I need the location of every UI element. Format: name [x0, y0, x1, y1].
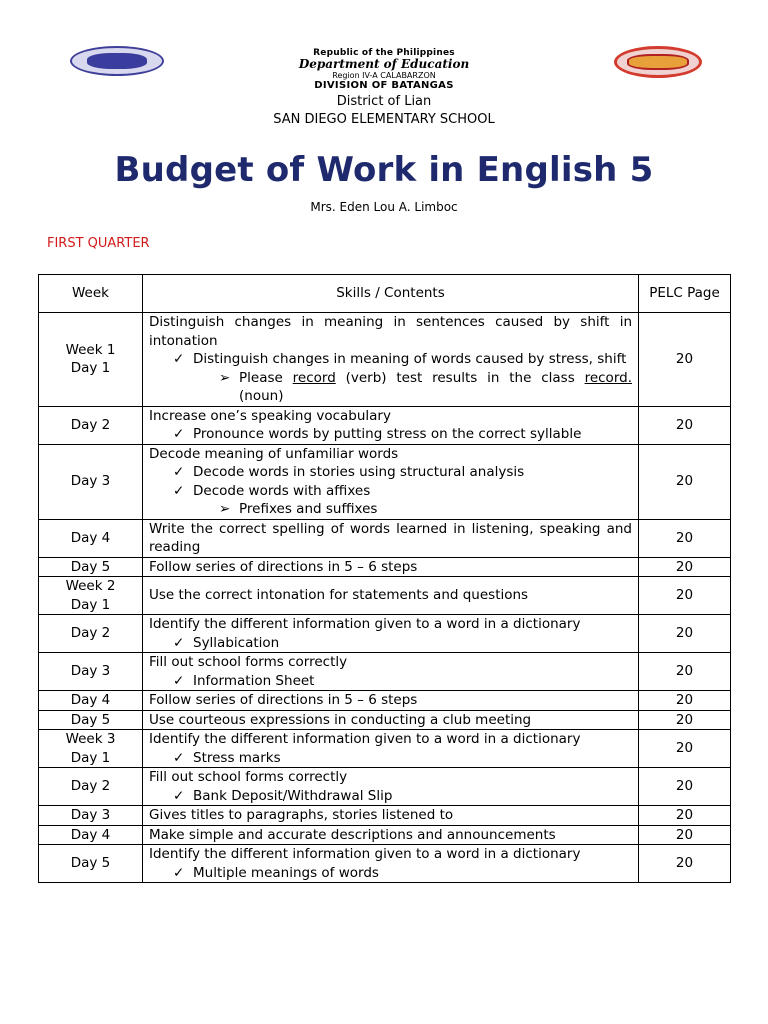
- table-row: [39, 730, 731, 768]
- skill-text: Identify the different information given to a word in a dictionary: [149, 846, 581, 862]
- checkmark-icon: ✓: [173, 482, 185, 499]
- skill-cell: [143, 825, 639, 845]
- sub-skill-item: [149, 634, 632, 653]
- sub-skill-text: Decode words in stories using structural analysis: [193, 464, 525, 480]
- pelc-column-header: PELC Page: [639, 275, 731, 313]
- skill-cell: [143, 577, 639, 615]
- week-column-header: Week: [39, 275, 143, 313]
- week-day-cell: [39, 768, 143, 806]
- pelc-page-cell: 20: [639, 710, 731, 730]
- skill-cell: [143, 710, 639, 730]
- skill-cell: [143, 730, 639, 768]
- school-name: SAN DIEGO ELEMENTARY SCHOOL: [273, 112, 495, 127]
- week-day-cell: [39, 806, 143, 826]
- day-label: Day 4: [70, 692, 111, 708]
- sub-sub-skill-item: [149, 369, 632, 406]
- sub-skill-text: Information Sheet: [193, 672, 315, 689]
- skill-cell: [143, 444, 639, 519]
- week-day-cell: [39, 691, 143, 711]
- skill-text: Fill out school forms correctly: [149, 654, 348, 670]
- table-row: [39, 710, 731, 730]
- skill-cell: [143, 653, 639, 691]
- day-label: Day 5: [70, 558, 111, 575]
- skill-text: Gives titles to paragraphs, stories listened to: [149, 807, 454, 823]
- table-row: [39, 845, 731, 883]
- skill-text: Use the correct intonation for statements and questions: [149, 587, 529, 604]
- pelc-page-cell: 20: [639, 806, 731, 826]
- pelc-page-cell: 20: [639, 406, 731, 444]
- sub-skill-item: [149, 787, 632, 806]
- sub-skill-item: [149, 463, 632, 482]
- skill-cell: [143, 691, 639, 711]
- checkmark-icon: ✓: [173, 864, 185, 881]
- skill-cell: [143, 615, 639, 653]
- pelc-page-cell: 20: [639, 444, 731, 519]
- table-row: [39, 444, 731, 519]
- checkmark-icon: ✓: [173, 634, 185, 651]
- week-day-cell: [39, 557, 143, 577]
- skills-column-header: Skills / Contents: [143, 275, 639, 313]
- skill-text: Follow series of directions in 5 – 6 steps: [149, 558, 418, 575]
- underlined-word: record: [292, 369, 336, 386]
- sub-skill-item: [149, 350, 632, 369]
- day-label: Day 5: [70, 855, 111, 872]
- sentence-part: Please: [239, 369, 293, 386]
- day-label: Day 2: [70, 416, 111, 433]
- week-day-cell: [39, 730, 143, 768]
- skill-cell: [143, 519, 639, 557]
- quarter-label: FIRST QUARTER: [47, 236, 150, 251]
- skill-text: Identify the different information given to a word in a dictionary: [149, 731, 581, 747]
- week-label: Week 2: [65, 578, 116, 594]
- sub-skill-text: Syllabication: [193, 634, 280, 651]
- skill-text: Follow series of directions in 5 – 6 steps: [149, 692, 418, 708]
- week-day-cell: [39, 615, 143, 653]
- skill-cell: [143, 845, 639, 883]
- day-label: Day 1: [70, 749, 111, 766]
- arrow-bullet-icon: ➢: [219, 369, 231, 386]
- checkmark-icon: ✓: [173, 749, 185, 766]
- sentence-part: (noun): [239, 388, 284, 404]
- sub-skill-text: Multiple meanings of words: [193, 864, 379, 881]
- sub-sub-skill-item: [149, 500, 632, 519]
- sub-skill-text: Distinguish changes in meaning of words caused by stress, shift: [193, 351, 627, 367]
- checkmark-icon: ✓: [173, 787, 185, 804]
- skill-text: Decode meaning of unfamiliar words: [149, 445, 399, 462]
- checkmark-icon: ✓: [173, 672, 185, 689]
- sub-skill-text: Stress marks: [193, 749, 281, 766]
- pelc-page-cell: 20: [639, 730, 731, 768]
- pelc-page-cell: 20: [639, 557, 731, 577]
- skill-text: Increase one’s speaking vocabulary: [149, 407, 391, 424]
- skill-text: Make simple and accurate descriptions and announcements: [149, 826, 556, 843]
- pelc-page-cell: 20: [639, 519, 731, 557]
- pelc-page-cell: 20: [639, 768, 731, 806]
- checkmark-icon: ✓: [173, 426, 185, 442]
- skill-text: Identify the different information given to a word in a dictionary: [149, 616, 581, 632]
- day-label: Day 3: [70, 807, 111, 823]
- table-row: [39, 691, 731, 711]
- sub-skill-text: Bank Deposit/Withdrawal Slip: [193, 787, 393, 804]
- pelc-page-cell: 20: [639, 825, 731, 845]
- department-text: Department of Education: [298, 57, 470, 71]
- division-text: DIVISION OF BATANGAS: [314, 80, 454, 91]
- week-day-cell: [39, 825, 143, 845]
- table-row: [39, 519, 731, 557]
- sub-skill-item: [149, 749, 632, 768]
- week-day-cell: [39, 313, 143, 407]
- sub-skill-item: [149, 482, 632, 501]
- skill-cell: [143, 406, 639, 444]
- pelc-page-cell: 20: [639, 653, 731, 691]
- week-day-cell: [39, 444, 143, 519]
- document-title: Budget of Work in English 5: [114, 150, 654, 190]
- pelc-page-cell: 20: [639, 615, 731, 653]
- pelc-page-cell: 20: [639, 577, 731, 615]
- day-label: Day 3: [70, 663, 111, 680]
- skill-cell: [143, 313, 639, 407]
- pelc-page-cell: 20: [639, 313, 731, 407]
- table-row: [39, 825, 731, 845]
- sub-skill-text: Decode words with affixes: [193, 482, 371, 499]
- week-day-cell: [39, 577, 143, 615]
- arrow-bullet-icon: ➢: [219, 501, 231, 517]
- sub-skill-item: [149, 864, 632, 883]
- sub-sub-skill-text: [239, 369, 632, 406]
- week-day-cell: [39, 710, 143, 730]
- skill-text: Distinguish changes in meaning in sentences caused by shift in intonation: [149, 314, 632, 349]
- day-label: Day 1: [70, 360, 111, 377]
- week-day-cell: [39, 653, 143, 691]
- district-text: District of Lian: [336, 94, 432, 109]
- sub-sub-skill-text: Prefixes and suffixes: [239, 501, 378, 517]
- skill-text: Write the correct spelling of words learned in listening, speaking and reading: [149, 520, 632, 555]
- sub-skill-text: Pronounce words by putting stress on the correct syllable: [193, 426, 582, 442]
- table-row: [39, 768, 731, 806]
- day-label: Day 4: [70, 826, 111, 843]
- day-label: Day 5: [70, 711, 111, 728]
- day-label: Day 2: [70, 778, 111, 795]
- skill-cell: [143, 768, 639, 806]
- day-label: Day 2: [70, 625, 111, 642]
- budget-of-work-table: [38, 274, 731, 883]
- skill-text: Use courteous expressions in conducting a club meeting: [149, 711, 532, 728]
- pelc-page-cell: 20: [639, 691, 731, 711]
- table-header-row: [39, 275, 731, 313]
- table-row: [39, 615, 731, 653]
- checkmark-icon: ✓: [173, 464, 185, 480]
- week-day-cell: [39, 845, 143, 883]
- table-row: [39, 806, 731, 826]
- pelc-page-cell: 20: [639, 845, 731, 883]
- sub-skill-item: [149, 672, 632, 691]
- table-row: [39, 577, 731, 615]
- author-name: Mrs. Eden Lou A. Limboc: [310, 200, 458, 214]
- day-label: Day 1: [70, 596, 111, 613]
- skill-text: Fill out school forms correctly: [149, 769, 348, 785]
- table-row: [39, 653, 731, 691]
- region-text: Region IV-A CALABARZON: [332, 71, 436, 80]
- week-day-cell: [39, 519, 143, 557]
- week-label: Week 3: [65, 731, 116, 747]
- table-row: [39, 406, 731, 444]
- table-row: [39, 313, 731, 407]
- republic-text: Republic of the Philippines: [313, 48, 455, 58]
- skill-cell: [143, 806, 639, 826]
- sub-skill-item: [149, 425, 632, 444]
- week-day-cell: [39, 406, 143, 444]
- day-label: Day 3: [70, 473, 111, 490]
- week-label: Week 1: [65, 341, 116, 358]
- day-label: Day 4: [70, 529, 111, 546]
- skill-cell: [143, 557, 639, 577]
- checkmark-icon: ✓: [173, 351, 185, 367]
- underlined-word: record.: [584, 369, 632, 386]
- sentence-part: (verb) test results in the class: [335, 369, 585, 386]
- table-row: [39, 557, 731, 577]
